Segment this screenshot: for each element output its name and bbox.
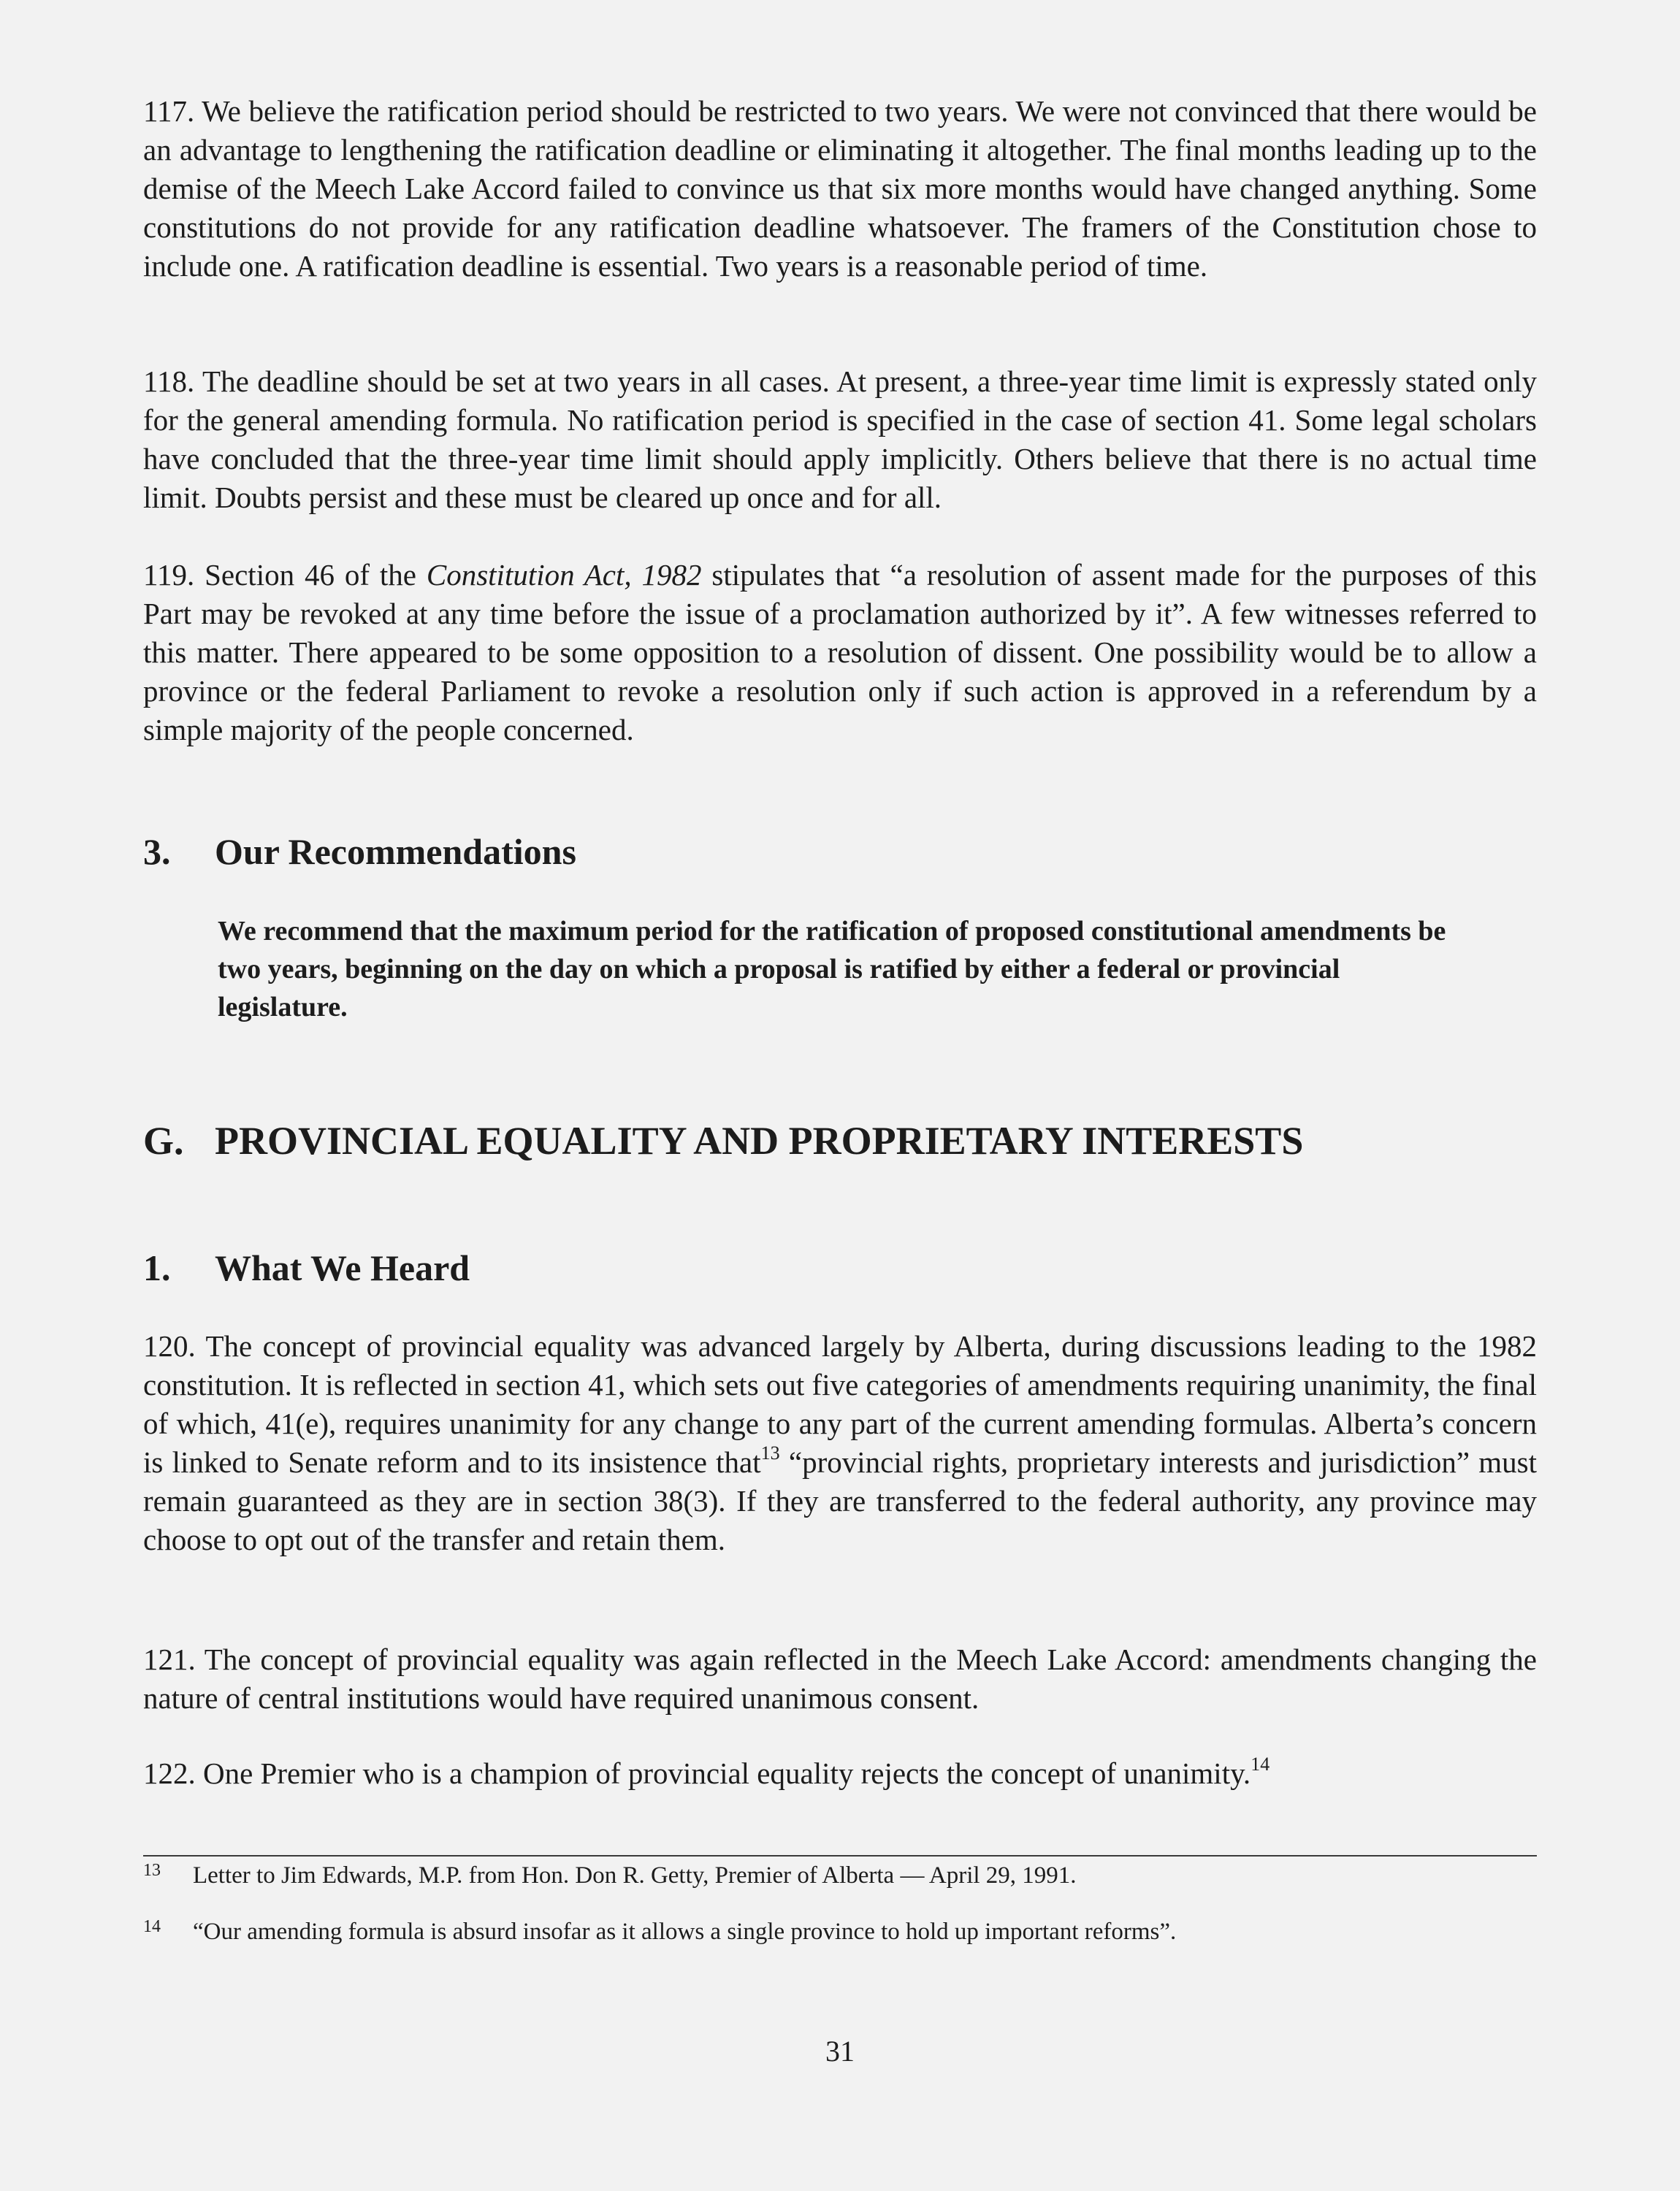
paragraph-118: 118. The deadline should be set at two years in all cases. At present, a three-year time limit is expressly stated only for the general amending formula. No ratification period is specified in the case of section 41. Some legal scholars have concluded that the three-year time limit should apply implicitly. Others believe that there is no actual time limit. Doubts persist and these must be cleared up once and for all. bbox=[143, 364, 1537, 514]
page-number: 31 bbox=[825, 2035, 855, 2068]
act-title: Constitution Act, 1982 bbox=[426, 558, 702, 592]
footnote-ref-14: 14 bbox=[1251, 1754, 1270, 1775]
footnote-ref-13: 13 bbox=[760, 1442, 780, 1464]
heading-our-recommendations: 3. Our Recommendations bbox=[143, 831, 576, 872]
heading-section-g: G. PROVINCIAL EQUALITY AND PROPRIETARY INTERESTS bbox=[143, 1119, 1304, 1163]
paragraph-119: 119. Section 46 of the Constitution Act, 1982 stipulates that “a resolution of assent made for the purposes of this Part may be revoked at any time before the issue of a proclamation authorized by it”. A few witnesses referred to this matter. There appeared to be some opposition to a resolution of dissent. One possibility would be to allow a province or the federal Parliament to revoke a resolution only if such action is approved in a referendum by a simple majority of the people concerned. bbox=[143, 558, 1538, 746]
footnote-14: 14 “Our amending formula is absurd insofar as it allows a single province to hold up important reforms”. bbox=[143, 1917, 1177, 1945]
paragraph-121: 121. The concept of provincial equality was again reflected in the Meech Lake Accord: amendments changing the nature of central institutions would have required unanimous consent. bbox=[143, 1643, 1537, 1715]
paragraph-120: 120. The concept of provincial equality was advanced largely by Alberta, during discussions leading to the 1982 constitution. It is reflected in section 41, which sets out five categories of amendments requiring unanimity, the final of which, 41(e), requires unanimity for any change to any part of the current amending formulas. Alberta’s concern is linked to Senate reform and to its insistence that$^{13}$ “provincial rights, proprietary interests and jurisdiction” must remain guaranteed as they are in section 38(3). If they are transferred to the federal authority, any province may choose to opt out of the transfer and retain them. bbox=[143, 1329, 1537, 1556]
footnote-13: 13 Letter to Jim Edwards, M.P. from Hon. Don R. Getty, Premier of Alberta — April 29, 1991. bbox=[143, 1861, 1077, 1889]
recommendation-text: We recommend that the maximum period for the ratification of proposed constitutional amendments be two years, beginning on the day on which a proposal is ratified by either a federal or provincial legislature. bbox=[218, 916, 1446, 1022]
paragraph-122: 122. One Premier who is a champion of provincial equality rejects the concept of unanimity.$^{14}$ bbox=[143, 1754, 1270, 1790]
paragraph-117: 117. We believe the ratification period should be restricted to two years. We were not convinced that there would be an advantage to lengthening the ratification deadline or eliminating it altogether. The final months leading up to the demise of the Meech Lake Accord failed to convince us that six more months would have changed anything. Some constitutions do not provide for any ratification deadline whatsoever. The framers of the Constitution chose to include one. A ratification deadline is essential. Two years is a reasonable period of time. bbox=[143, 94, 1537, 283]
heading-what-we-heard: 1. What We Heard bbox=[143, 1247, 470, 1288]
